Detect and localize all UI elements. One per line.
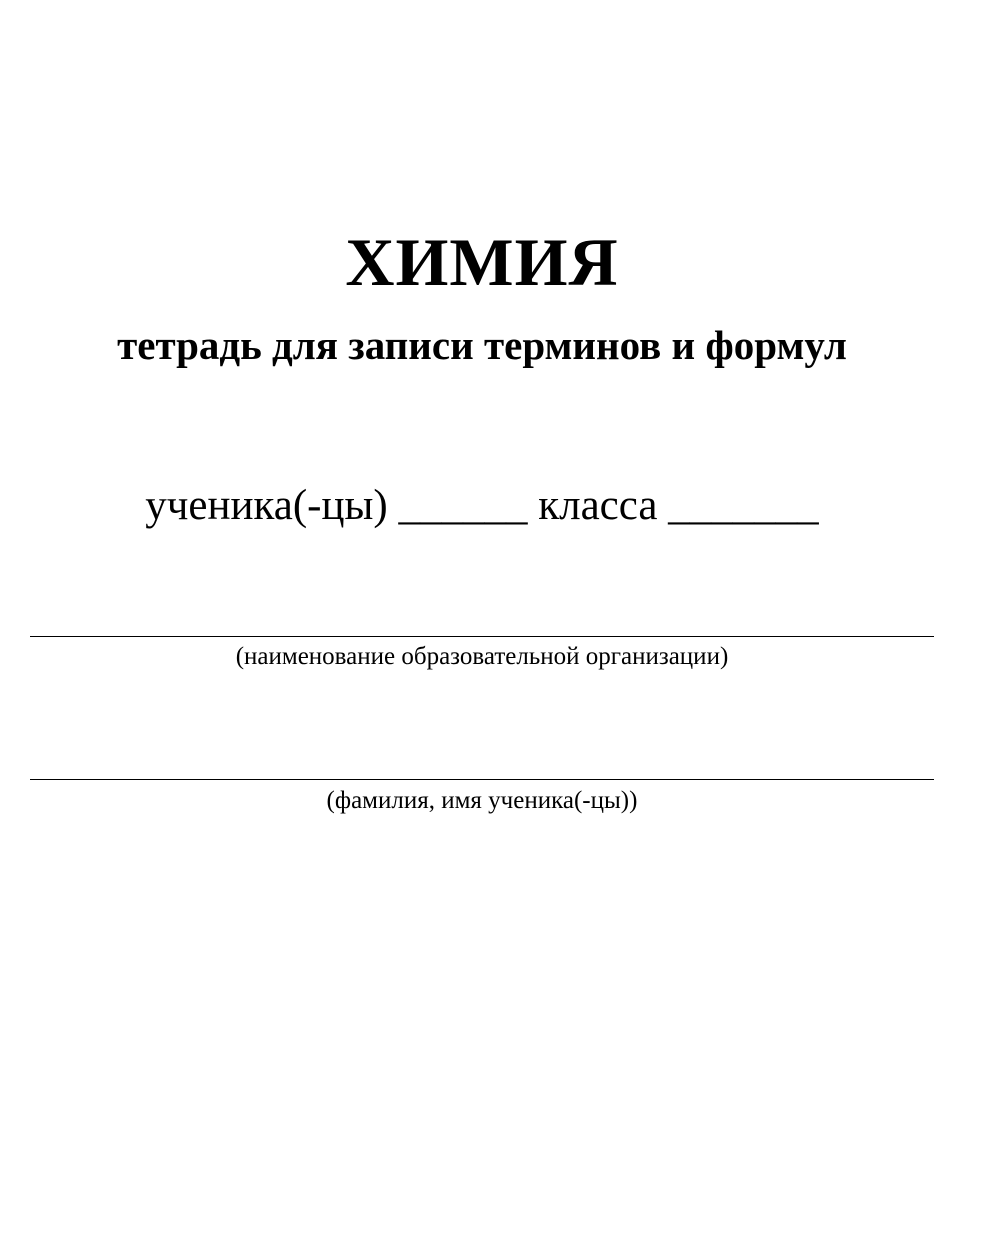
cover-subtitle: тетрадь для записи терминов и формул: [117, 322, 847, 368]
student-class-line: ученика(-цы) ______ класса _______: [145, 482, 819, 529]
cover-title: ХИМИЯ: [345, 224, 619, 300]
student-name-blank-line: [30, 779, 934, 780]
student-name-caption: (фамилия, имя ученика(-цы)): [326, 787, 638, 814]
organization-caption: (наименование образовательной организации): [235, 643, 729, 670]
organization-blank-line: [30, 636, 934, 637]
